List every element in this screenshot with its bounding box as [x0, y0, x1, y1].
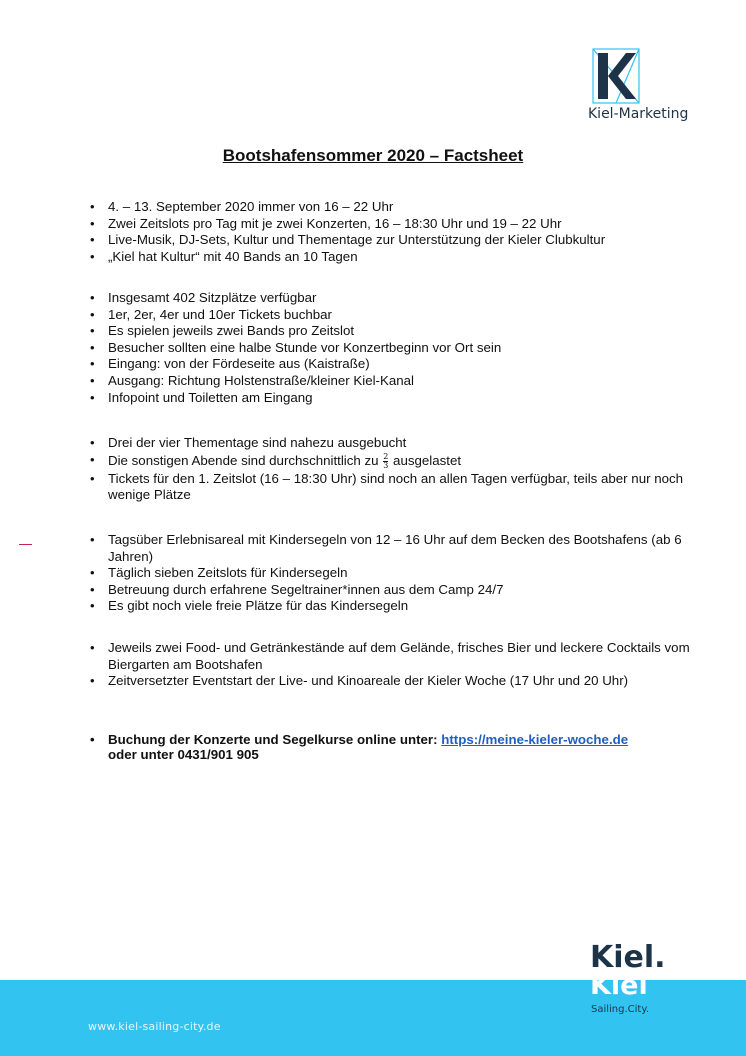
list-item: • Tagsüber Erlebnisareal mit Kindersegeln von 12 – 16 Uhr auf dem Becken des Bootshafens (ab 6 Jahren)	[88, 532, 708, 565]
logo-word-kiel-mirrored: Kiel	[590, 970, 648, 1001]
logo-tagline: Sailing.City.	[591, 1004, 650, 1015]
fraction-numerator: 2	[383, 451, 389, 461]
list-item: • Es spielen jeweils zwei Bands pro Zeitslot	[88, 323, 708, 340]
list-item-fraction	[88, 452, 708, 471]
list-item: • Ausgang: Richtung Holstenstraße/kleiner Kiel-Kanal	[88, 373, 708, 390]
booking-info	[88, 732, 648, 762]
list-item: • Zwei Zeitslots pro Tag mit je zwei Konzerten, 16 – 18:30 Uhr und 19 – 22 Uhr	[88, 216, 708, 233]
list-item: • Drei der vier Thementage sind nahezu ausgebucht	[88, 435, 708, 452]
bullet-group-venue-info	[88, 290, 708, 406]
booking-item	[88, 732, 648, 762]
list-item: • 4. – 13. September 2020 immer von 16 – 22 Uhr	[88, 199, 708, 216]
bullet-group-bookings	[88, 435, 708, 504]
bullet-group-food	[88, 640, 708, 690]
list-item: • Besucher sollten eine halbe Stunde vor Konzertbeginn vor Ort sein	[88, 340, 708, 357]
list-item: • Jeweils zwei Food- und Getränkestände auf dem Gelände, frisches Bier und leckere Cocktails vom Biergarten am Bootshafen	[88, 640, 708, 673]
fraction-text-before: Die sonstigen Abende sind durchschnittlich zu	[108, 452, 379, 468]
list-item: • „Kiel hat Kultur“ mit 40 Bands an 10 Tagen	[88, 249, 708, 266]
list-item: • Es gibt noch viele freie Plätze für das Kindersegeln	[88, 598, 708, 615]
bullet-group-event-dates	[88, 199, 708, 265]
list-item: • Betreuung durch erfahrene Segeltrainer*innen aus dem Camp 24/7	[88, 582, 708, 599]
list-item: • Live-Musik, DJ-Sets, Kultur und Thementage zur Unterstützung der Kieler Clubkultur	[88, 232, 708, 249]
booking-link[interactable]: https://meine-kieler-woche.de	[441, 732, 629, 747]
list-item: • Tickets für den 1. Zeitslot (16 – 18:30 Uhr) sind noch an allen Tagen verfügbar, teils aber nur noch wenige Plätze	[88, 471, 708, 504]
booking-prefix: Buchung der Konzerte und Segelkurse online unter:	[108, 732, 438, 747]
page-title: Bootshafensommer 2020 – Factsheet	[222, 146, 524, 165]
list-item: • Täglich sieben Zeitslots für Kindersegeln	[88, 565, 708, 582]
list-item: • Infopoint und Toiletten am Eingang	[88, 390, 708, 407]
fraction-two-thirds	[383, 453, 388, 470]
list-item: • 1er, 2er, 4er und 10er Tickets buchbar	[88, 307, 708, 324]
kiel-sailing-city-logo	[590, 940, 680, 1015]
fraction-denominator: 3	[383, 460, 389, 470]
kiel-marketing-logo	[588, 48, 689, 122]
booking-suffix: oder unter 0431/901 905	[108, 747, 259, 762]
fraction-text-after: ausgelastet	[393, 452, 462, 468]
margin-dash-mark	[19, 544, 32, 545]
list-item: • Eingang: von der Fördeseite aus (Kaistraße)	[88, 356, 708, 373]
k-logo-icon	[592, 48, 640, 104]
logo-brand-text: Kiel-Marketing	[588, 106, 689, 122]
footer-url[interactable]: www.kiel-sailing-city.de	[88, 1020, 221, 1033]
bullet-group-kids-sailing	[88, 532, 708, 615]
list-item: • Insgesamt 402 Sitzplätze verfügbar	[88, 290, 708, 307]
logo-word-kiel: Kiel.	[590, 940, 666, 975]
list-item: • Zeitversetzter Eventstart der Live- und Kinoareale der Kieler Woche (17 Uhr und 20 Uhr)	[88, 673, 708, 690]
